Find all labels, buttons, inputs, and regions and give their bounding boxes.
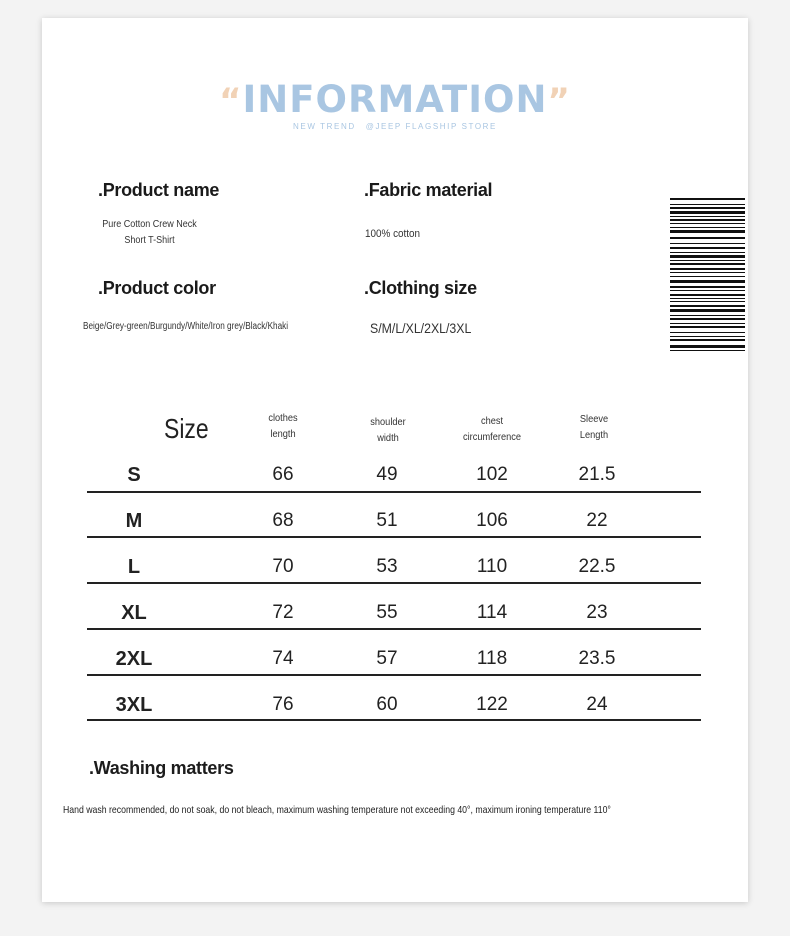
size-cell: XL [121, 602, 147, 624]
product-name-value [91, 217, 208, 249]
size-row-s [42, 464, 748, 510]
barcode-bar [670, 326, 745, 328]
barcode-bar [670, 255, 745, 258]
row-divider [87, 536, 701, 538]
col-header-line: chest [480, 415, 504, 427]
barcode-bar [670, 309, 745, 312]
shoulder-width-cell: 49 [376, 464, 398, 485]
clothes-length-cell: 66 [272, 464, 294, 485]
barcode-bar [670, 301, 745, 302]
col-header-clothes-length [239, 410, 327, 442]
clothes-length-cell: 74 [272, 648, 294, 669]
barcode-bar [670, 230, 745, 233]
shoulder-width-cell: 53 [376, 556, 398, 577]
barcode-bar [670, 339, 745, 341]
product-name-line1: Pure Cotton Crew Neck [102, 219, 197, 230]
sleeve-length-cell: 24 [586, 694, 608, 715]
barcode-bar [670, 252, 745, 253]
size-table-title: Size [164, 413, 209, 444]
row-divider [87, 674, 701, 676]
sleeve-length-cell: 21.5 [578, 464, 616, 485]
barcode-bar [670, 298, 745, 299]
col-header-sleeve-length [550, 411, 638, 443]
barcode-bar [670, 247, 745, 249]
col-header-line: clothes [268, 412, 298, 424]
barcode-bar [670, 263, 745, 265]
barcode-bar [670, 280, 745, 283]
clothing-size-value: S/M/L/XL/2XL/3XL [370, 320, 472, 336]
barcode-bar [670, 305, 745, 307]
shoulder-width-cell: 57 [376, 648, 398, 669]
subtitle-trend: NEW TREND [293, 122, 356, 131]
chest-cell: 114 [476, 602, 508, 623]
barcode-bar [670, 272, 745, 273]
clothing-size-label: .Clothing size [364, 278, 477, 298]
barcode-bar [670, 268, 745, 270]
barcode-bar [670, 207, 745, 209]
chest-cell: 102 [476, 464, 508, 485]
washing-matters-label: .Washing matters [89, 758, 234, 778]
barcode-image [670, 198, 745, 352]
size-cell: L [127, 556, 141, 578]
barcode-bar [670, 260, 745, 261]
row-divider [87, 628, 701, 630]
size-row-2xl [42, 648, 748, 694]
barcode-bar [670, 204, 745, 205]
size-cell: 2XL [115, 648, 153, 670]
barcode-bar [670, 294, 745, 296]
sleeve-length-cell: 22.5 [578, 556, 616, 577]
barcode-bar [670, 227, 745, 228]
info-card [42, 18, 748, 902]
subtitle-store: @JEEP FLAGSHIP STORE [365, 122, 497, 131]
info-title-text: INFORMATION [242, 78, 548, 121]
col-header-line: length [270, 428, 296, 440]
barcode-bar [670, 350, 745, 351]
size-row-l [42, 556, 748, 602]
col-header-line: width [377, 432, 399, 444]
barcode-bar [670, 290, 745, 291]
shoulder-width-cell: 55 [376, 602, 398, 623]
chest-cell: 106 [476, 510, 508, 531]
washing-instructions: Hand wash recommended, do not soak, do not bleach, maximum washing temperature not exceeding 40°, maximum ironing temperature 110° [63, 804, 611, 816]
chest-cell: 110 [476, 556, 508, 577]
barcode-bar [670, 276, 745, 277]
size-row-3xl [42, 694, 748, 740]
close-quote: ” [547, 81, 571, 121]
info-subtitle [42, 122, 748, 131]
sleeve-length-cell: 23 [586, 602, 608, 623]
barcode-bar [670, 332, 745, 333]
col-header-line: circumference [462, 431, 522, 443]
size-cell: M [125, 510, 143, 532]
barcode-bar [670, 323, 745, 324]
barcode-bar [670, 237, 745, 239]
info-title [42, 78, 748, 121]
open-quote: “ [219, 81, 243, 121]
barcode-bar [670, 243, 745, 244]
col-header-shoulder-width [344, 414, 432, 446]
col-header-line: Sleeve [579, 413, 609, 425]
fabric-material-value: 100% cotton [365, 228, 421, 240]
size-row-m [42, 510, 748, 556]
barcode-bar [670, 198, 745, 200]
barcode-bar [670, 286, 745, 288]
fabric-material-label: .Fabric material [364, 180, 493, 200]
barcode-bar [670, 219, 745, 221]
barcode-bar [670, 315, 745, 316]
barcode-bar [670, 318, 745, 320]
col-header-chest-circumference [448, 413, 536, 445]
barcode-bar [670, 211, 745, 214]
barcode-bar [670, 223, 745, 224]
row-divider [87, 582, 701, 584]
clothes-length-cell: 72 [272, 602, 294, 623]
col-header-line: shoulder [370, 416, 406, 428]
size-cell: 3XL [115, 694, 153, 716]
barcode-bar [670, 345, 745, 348]
product-color-label: .Product color [98, 278, 216, 298]
product-name-label: .Product name [98, 180, 220, 200]
clothes-length-cell: 70 [272, 556, 294, 577]
size-row-xl [42, 602, 748, 648]
row-divider [87, 719, 701, 721]
chest-cell: 122 [476, 694, 508, 715]
size-cell: S [127, 464, 141, 486]
barcode-bar [670, 336, 745, 337]
clothes-length-cell: 68 [272, 510, 294, 531]
shoulder-width-cell: 60 [376, 694, 398, 715]
col-header-line: Length [579, 429, 609, 441]
sleeve-length-cell: 23.5 [578, 648, 616, 669]
chest-cell: 118 [476, 648, 508, 669]
row-divider [87, 491, 701, 493]
product-name-line2: Short T-Shirt [124, 235, 175, 246]
clothes-length-cell: 76 [272, 694, 294, 715]
product-color-value: Beige/Grey-green/Burgundy/White/Iron grey/Black/Khaki [83, 321, 289, 332]
barcode-bar [670, 216, 745, 217]
shoulder-width-cell: 51 [376, 510, 398, 531]
sleeve-length-cell: 22 [586, 510, 608, 531]
